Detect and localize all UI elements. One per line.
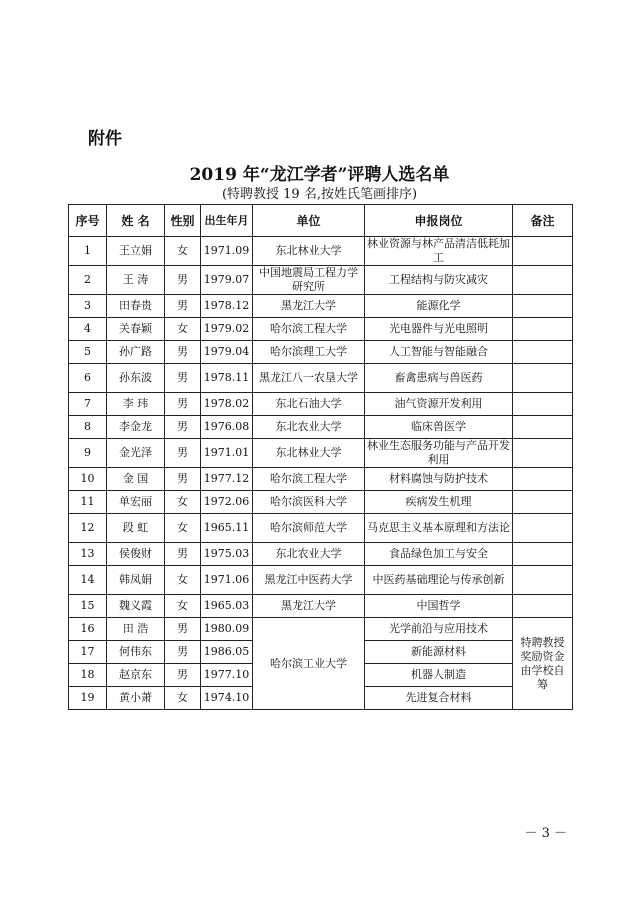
table-body xyxy=(69,237,573,710)
table-row xyxy=(69,566,573,595)
table-row xyxy=(69,266,573,295)
row-birth: 1979.02 xyxy=(201,318,253,341)
row-gender: 男 xyxy=(165,393,201,416)
row-note xyxy=(513,543,573,566)
row-index: 10 xyxy=(69,468,107,491)
row-gender: 女 xyxy=(165,595,201,618)
row-unit: 黑龙江大学 xyxy=(253,595,365,618)
row-name: 单宏丽 xyxy=(107,491,165,514)
row-name: 李金龙 xyxy=(107,416,165,439)
row-gender: 女 xyxy=(165,491,201,514)
row-index: 12 xyxy=(69,514,107,543)
row-name: 侯俊财 xyxy=(107,543,165,566)
header-gender: 性别 xyxy=(165,205,201,237)
row-name: 金光泽 xyxy=(107,439,165,468)
header-note: 备注 xyxy=(513,205,573,237)
row-position: 疾病发生机理 xyxy=(365,491,513,514)
row-note xyxy=(513,439,573,468)
row-unit: 中国地震局工程力学研究所 xyxy=(253,266,365,295)
row-position: 先进复合材料 xyxy=(365,687,513,710)
row-position: 畜禽患病与兽医药 xyxy=(365,364,513,393)
row-index: 18 xyxy=(69,664,107,687)
row-birth: 1977.12 xyxy=(201,468,253,491)
row-position: 林业生态服务功能与产品开发利用 xyxy=(365,439,513,468)
row-name: 田春贵 xyxy=(107,295,165,318)
row-position: 光电器件与光电照明 xyxy=(365,318,513,341)
row-position: 人工智能与智能融合 xyxy=(365,341,513,364)
row-unit: 哈尔滨医科大学 xyxy=(253,491,365,514)
header-index: 序号 xyxy=(69,205,107,237)
row-gender: 男 xyxy=(165,364,201,393)
row-note-merged: 特聘教授奖励资金由学校自筹 xyxy=(513,618,573,710)
row-note xyxy=(513,237,573,266)
row-note xyxy=(513,595,573,618)
row-unit: 黑龙江大学 xyxy=(253,295,365,318)
row-gender: 男 xyxy=(165,543,201,566)
row-gender: 男 xyxy=(165,439,201,468)
row-index: 16 xyxy=(69,618,107,641)
header-position: 申报岗位 xyxy=(365,205,513,237)
row-gender: 女 xyxy=(165,237,201,266)
row-name: 韩凤娟 xyxy=(107,566,165,595)
table-header-row xyxy=(69,205,573,237)
row-index: 6 xyxy=(69,364,107,393)
row-unit: 哈尔滨工程大学 xyxy=(253,468,365,491)
row-position: 临床兽医学 xyxy=(365,416,513,439)
row-position: 中国哲学 xyxy=(365,595,513,618)
row-index: 14 xyxy=(69,566,107,595)
table-row xyxy=(69,439,573,468)
header-unit: 单位 xyxy=(253,205,365,237)
row-name: 王 涛 xyxy=(107,266,165,295)
row-birth: 1979.07 xyxy=(201,266,253,295)
row-gender: 女 xyxy=(165,318,201,341)
row-unit: 东北农业大学 xyxy=(253,416,365,439)
table-row xyxy=(69,393,573,416)
row-name: 段 虹 xyxy=(107,514,165,543)
table-row xyxy=(69,543,573,566)
row-name: 金 国 xyxy=(107,468,165,491)
row-note xyxy=(513,295,573,318)
row-gender: 男 xyxy=(165,618,201,641)
row-note xyxy=(513,341,573,364)
table-row xyxy=(69,295,573,318)
row-gender: 男 xyxy=(165,641,201,664)
row-note xyxy=(513,393,573,416)
row-index: 19 xyxy=(69,687,107,710)
row-birth: 1986.05 xyxy=(201,641,253,664)
row-note xyxy=(513,491,573,514)
table-row xyxy=(69,237,573,266)
row-birth: 1971.09 xyxy=(201,237,253,266)
header-name: 姓 名 xyxy=(107,205,165,237)
row-note xyxy=(513,514,573,543)
row-position: 材料腐蚀与防护技术 xyxy=(365,468,513,491)
row-name: 田 浩 xyxy=(107,618,165,641)
row-unit: 东北石油大学 xyxy=(253,393,365,416)
row-index: 13 xyxy=(69,543,107,566)
row-unit: 黑龙江八一农垦大学 xyxy=(253,364,365,393)
row-index: 5 xyxy=(69,341,107,364)
attachment-label: 附件 xyxy=(88,129,122,149)
table-row xyxy=(69,468,573,491)
row-birth: 1965.11 xyxy=(201,514,253,543)
row-birth: 1965.03 xyxy=(201,595,253,618)
row-unit: 哈尔滨工程大学 xyxy=(253,318,365,341)
row-unit: 东北农业大学 xyxy=(253,543,365,566)
row-index: 4 xyxy=(69,318,107,341)
row-name: 孙东波 xyxy=(107,364,165,393)
row-gender: 女 xyxy=(165,687,201,710)
row-name: 魏义霞 xyxy=(107,595,165,618)
row-note xyxy=(513,566,573,595)
row-birth: 1977.10 xyxy=(201,664,253,687)
row-index: 11 xyxy=(69,491,107,514)
row-name: 赵京东 xyxy=(107,664,165,687)
row-name: 黄小萧 xyxy=(107,687,165,710)
table-row xyxy=(69,514,573,543)
row-unit: 哈尔滨理工大学 xyxy=(253,341,365,364)
row-birth: 1972.06 xyxy=(201,491,253,514)
row-index: 8 xyxy=(69,416,107,439)
row-gender: 男 xyxy=(165,664,201,687)
row-birth: 1971.06 xyxy=(201,566,253,595)
row-position: 工程结构与防灾减灾 xyxy=(365,266,513,295)
row-birth: 1979.04 xyxy=(201,341,253,364)
row-index: 3 xyxy=(69,295,107,318)
row-birth: 1980.09 xyxy=(201,618,253,641)
row-position: 马克思主义基本原理和方法论 xyxy=(365,514,513,543)
row-gender: 男 xyxy=(165,416,201,439)
row-index: 9 xyxy=(69,439,107,468)
row-name: 李 玮 xyxy=(107,393,165,416)
row-birth: 1974.10 xyxy=(201,687,253,710)
row-position: 能源化学 xyxy=(365,295,513,318)
row-birth: 1978.02 xyxy=(201,393,253,416)
row-gender: 男 xyxy=(165,266,201,295)
table-row xyxy=(69,618,573,641)
row-unit: 东北林业大学 xyxy=(253,439,365,468)
row-note xyxy=(513,416,573,439)
row-unit-merged: 哈尔滨工业大学 xyxy=(253,618,365,710)
row-note xyxy=(513,468,573,491)
row-position: 中医药基础理论与传承创新 xyxy=(365,566,513,595)
row-birth: 1978.12 xyxy=(201,295,253,318)
document-subtitle: (特聘教授 19 名,按姓氏笔画排序) xyxy=(221,187,418,202)
row-note xyxy=(513,364,573,393)
row-index: 2 xyxy=(69,266,107,295)
table-row xyxy=(69,364,573,393)
row-position: 新能源材料 xyxy=(365,641,513,664)
row-position: 光学前沿与应用技术 xyxy=(365,618,513,641)
row-gender: 女 xyxy=(165,566,201,595)
table-row xyxy=(69,595,573,618)
table-row xyxy=(69,341,573,364)
row-unit: 哈尔滨师范大学 xyxy=(253,514,365,543)
row-index: 15 xyxy=(69,595,107,618)
header-birth: 出生年月 xyxy=(201,205,253,237)
table-row xyxy=(69,318,573,341)
row-index: 1 xyxy=(69,237,107,266)
row-position: 机器人制造 xyxy=(365,664,513,687)
row-position: 油气资源开发利用 xyxy=(365,393,513,416)
row-note xyxy=(513,318,573,341)
document-title: 2019 年“龙江学者”评聘人选名单 xyxy=(189,165,450,185)
table-row xyxy=(69,416,573,439)
row-name: 关春颖 xyxy=(107,318,165,341)
row-unit: 黑龙江中医药大学 xyxy=(253,566,365,595)
row-birth: 1976.08 xyxy=(201,416,253,439)
row-birth: 1978.11 xyxy=(201,364,253,393)
row-birth: 1971.01 xyxy=(201,439,253,468)
row-name: 何伟东 xyxy=(107,641,165,664)
table-row xyxy=(69,491,573,514)
candidate-table xyxy=(68,204,573,710)
row-unit: 东北林业大学 xyxy=(253,237,365,266)
page-number: － 3 － xyxy=(524,826,567,841)
row-index: 7 xyxy=(69,393,107,416)
row-gender: 男 xyxy=(165,295,201,318)
row-gender: 男 xyxy=(165,468,201,491)
row-gender: 男 xyxy=(165,341,201,364)
row-note xyxy=(513,266,573,295)
row-birth: 1975.03 xyxy=(201,543,253,566)
row-name: 王立娟 xyxy=(107,237,165,266)
row-gender: 女 xyxy=(165,514,201,543)
row-position: 林业资源与林产品清洁低耗加工 xyxy=(365,237,513,266)
row-index: 17 xyxy=(69,641,107,664)
row-name: 孙广路 xyxy=(107,341,165,364)
row-position: 食品绿色加工与安全 xyxy=(365,543,513,566)
